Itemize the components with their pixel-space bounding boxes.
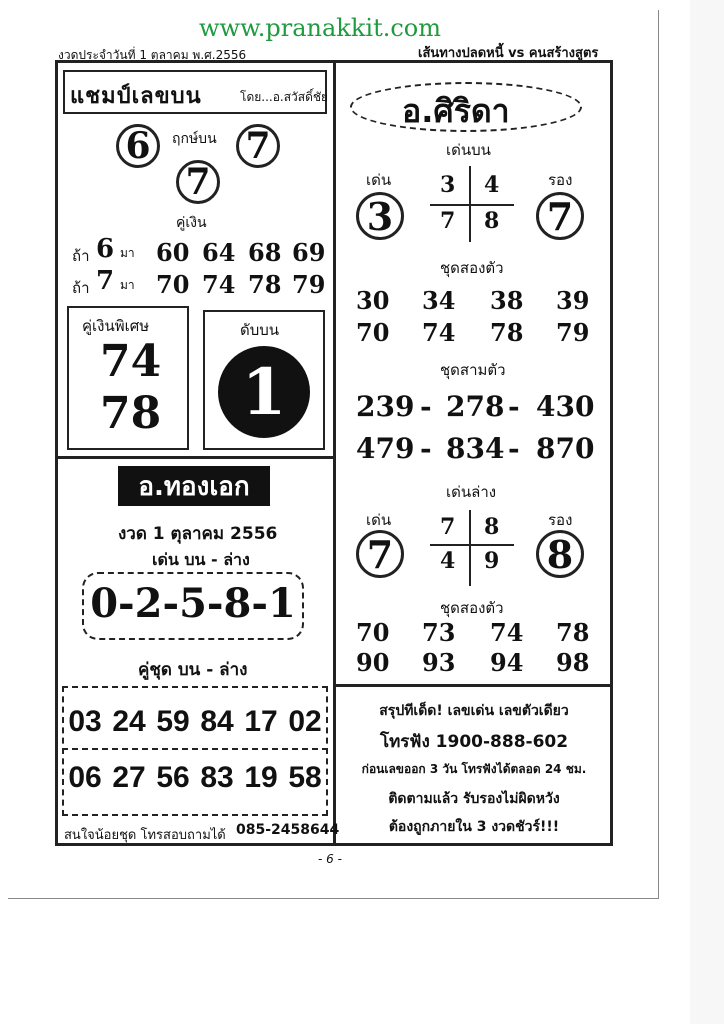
row2-suffix: มา (120, 278, 135, 292)
grid-cell: 84 (200, 705, 234, 738)
special-pair-value: 74 (100, 336, 162, 387)
top-cross-h (430, 204, 514, 206)
grid-cell: 83 (200, 761, 234, 794)
thong-grid (62, 686, 328, 816)
grid-cell: 56 (156, 761, 190, 794)
promo-phone-line: โทรฟัง 1900-888-602 (379, 732, 569, 752)
top-three-dash: - (508, 390, 520, 423)
top-second-label: รอง (548, 171, 573, 189)
grid-cell: 27 (112, 761, 146, 794)
promo-line: ต้องถูกภายใน 3 งวดชัวร์!!! (388, 819, 560, 835)
bottom-two-value: 94 (490, 648, 524, 677)
grid-cell: 06 (68, 761, 102, 794)
lucky-circle-3: 7 (176, 160, 220, 204)
grid-cell: 03 (68, 705, 102, 738)
row1-value: 68 (248, 238, 282, 267)
top-lead-label: เด่น (366, 171, 392, 189)
row2-value: 70 (156, 270, 190, 299)
promo-line: สรุปทีเด็ด! เลขเด่น เลขตัวเดียว (379, 703, 569, 719)
bottom-cross-digit: 7 (440, 514, 456, 540)
row1-value: 64 (202, 238, 236, 267)
top-three-value: 870 (536, 432, 595, 465)
top-three-value: 430 (536, 390, 595, 423)
top-two-label: ชุดสองตัว (440, 259, 504, 277)
divider-right (333, 684, 613, 687)
row1-value: 60 (156, 238, 190, 267)
grid-cell: 19 (244, 761, 278, 794)
dab-value-circle: 1 (218, 346, 310, 438)
promo-line: ติดตามแล้ว รับรองไม่ผิดหวัง (388, 791, 560, 807)
grid-cell: 02 (288, 705, 322, 738)
row2-value: 78 (248, 270, 282, 299)
sirida-title: อ.ศิริดา (402, 92, 510, 130)
grid-cell: 59 (156, 705, 190, 738)
bottom-two-value: 90 (356, 648, 390, 677)
lucky-top-label: ฤกษ์บน (172, 131, 217, 147)
top-cross-digit: 4 (484, 172, 500, 198)
top-two-value: 34 (422, 286, 456, 315)
bottom-cross-v (469, 510, 471, 586)
bottom-second-circle: 8 (536, 530, 584, 578)
top-cross-digit: 7 (440, 208, 456, 234)
champion-author: โดย...อ.สวัสดิ์ชัย (240, 90, 329, 104)
grid-cell: 58 (288, 761, 322, 794)
bottom-two-value: 93 (422, 648, 456, 677)
row1-prefix: ถ้า (72, 247, 90, 265)
bottom-two-value: 70 (356, 618, 390, 647)
thong-numbers: 0-2-5-8-1 (90, 580, 296, 627)
row2-value: 79 (292, 270, 326, 299)
issue-date-header: งวดประจำวันที่ 1 ตุลาคม พ.ศ.2556 (58, 48, 247, 62)
row1-value: 69 (292, 238, 326, 267)
top-three-dash: - (508, 432, 520, 465)
thong-date: งวด 1 ตุลาคม 2556 (118, 524, 278, 544)
row1-suffix: มา (120, 246, 135, 260)
top-three-value: 278 (446, 390, 505, 423)
top-three-value: 239 (356, 390, 415, 423)
bottom-label: เด่นล่าง (446, 483, 497, 501)
watermark-url: www.pranakkit.com (198, 14, 441, 42)
top-cross-digit: 8 (484, 208, 500, 234)
thong-title: อ.ทองเอก (118, 466, 270, 506)
page-number: - 6 - (318, 852, 342, 866)
thong-footer-phone: 085-2458644 (236, 822, 340, 838)
top-lead-circle: 3 (356, 192, 404, 240)
bottom-second-label: รอง (548, 511, 573, 529)
special-pair-label: คู่เงินพิเศษ (82, 317, 150, 335)
top-second-circle: 7 (536, 192, 584, 240)
grid-cell: 24 (112, 705, 146, 738)
top-two-value: 78 (490, 318, 524, 347)
thong-pair-label: คู่ชุด บน - ล่าง (138, 660, 248, 680)
bottom-cross-h (430, 544, 514, 546)
top-three-dash: - (420, 390, 432, 423)
grid-divider (62, 748, 328, 750)
dab-label: ดับบน (240, 321, 280, 339)
column-header: เส้นทางปลดหนี้ vs คนสร้างสูตร (418, 46, 599, 61)
bottom-two-value: 98 (556, 648, 590, 677)
pair-money-label: คู่เงิน (176, 215, 207, 231)
bottom-two-value: 78 (556, 618, 590, 647)
top-two-value: 70 (356, 318, 390, 347)
lucky-circle-1: 6 (116, 124, 160, 168)
thong-sub: เด่น บน - ล่าง (152, 550, 250, 569)
bottom-two-value: 73 (422, 618, 456, 647)
scan-edge (690, 0, 724, 1024)
row1-digit: 6 (96, 234, 115, 264)
bottom-lead-label: เด่น (366, 511, 392, 529)
top-three-value: 479 (356, 432, 415, 465)
top-two-value: 38 (490, 286, 524, 315)
top-two-value: 30 (356, 286, 390, 315)
top-three-label: ชุดสามตัว (440, 361, 506, 379)
top-label: เด่นบน (446, 141, 491, 159)
top-cross-digit: 3 (440, 172, 456, 198)
top-three-dash: - (420, 432, 432, 465)
promo-line: ก่อนเลขออก 3 วัน โทรฟังได้ตลอด 24 ชม. (361, 762, 587, 776)
top-two-value: 79 (556, 318, 590, 347)
champion-title: แชมป์เลขบน (70, 84, 202, 109)
row2-value: 74 (202, 270, 236, 299)
row2-prefix: ถ้า (72, 279, 90, 297)
bottom-cross-digit: 8 (484, 514, 500, 540)
bottom-cross-digit: 4 (440, 548, 456, 574)
lucky-circle-2: 7 (236, 124, 280, 168)
bottom-lead-circle: 7 (356, 530, 404, 578)
top-two-value: 74 (422, 318, 456, 347)
divider-left (55, 456, 335, 459)
top-two-value: 39 (556, 286, 590, 315)
special-pair-value: 78 (100, 388, 162, 439)
bottom-two-value: 74 (490, 618, 524, 647)
row2-digit: 7 (96, 266, 115, 296)
bottom-two-label: ชุดสองตัว (440, 599, 504, 617)
top-three-value: 834 (446, 432, 505, 465)
thong-footer-text: สนใจน้อยชุด โทรสอบถามได้ (64, 828, 226, 843)
grid-cell: 17 (244, 705, 278, 738)
bottom-cross-digit: 9 (484, 548, 500, 574)
